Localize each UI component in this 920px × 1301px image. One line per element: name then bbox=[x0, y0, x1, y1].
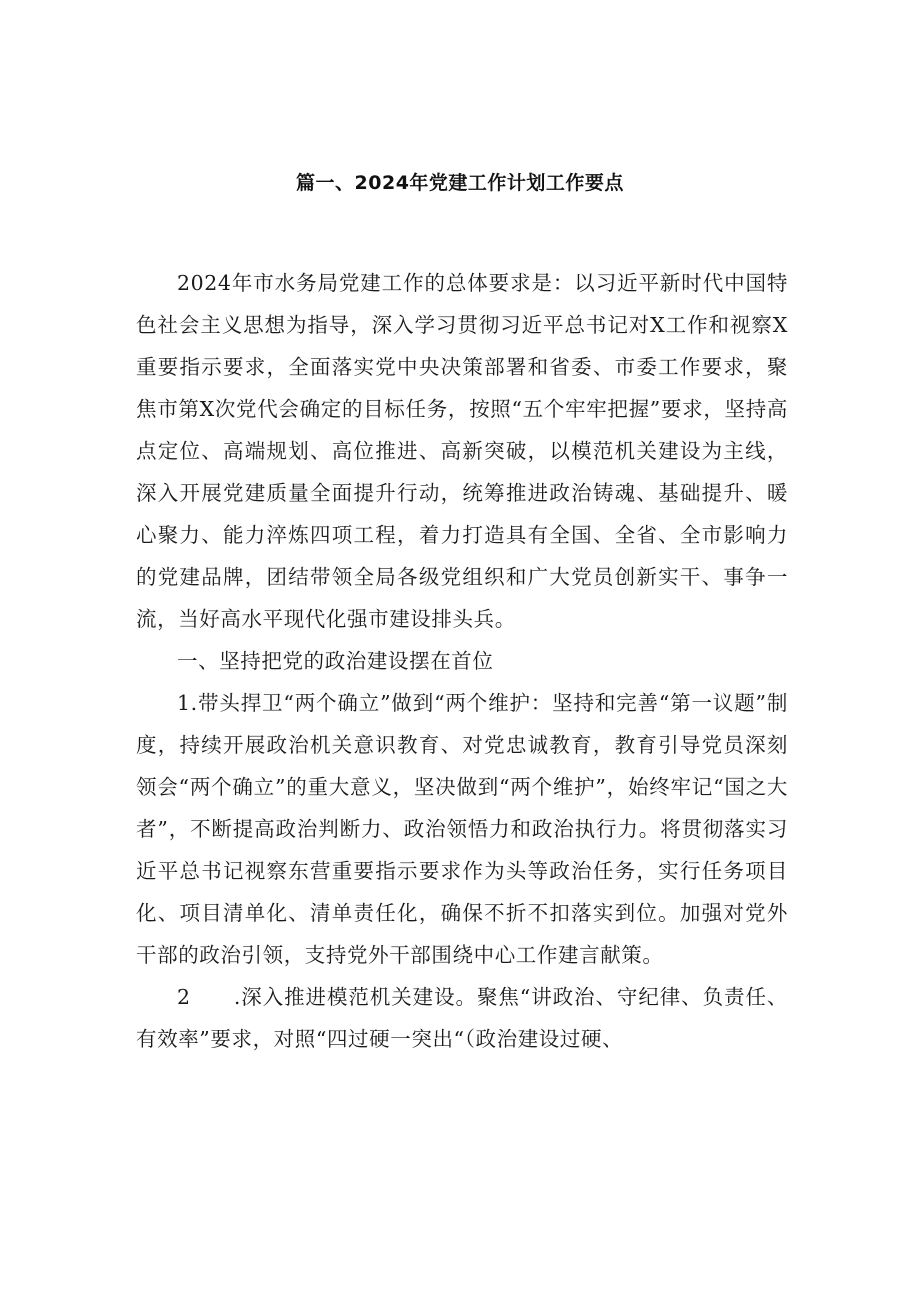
paragraph-item-2: 2 .深入推进模范机关建设。聚焦“讲政治、守纪律、负责任、有效率”要求，对照“四过硬一突出“（政治建设过硬、 bbox=[136, 985, 788, 1051]
document-title: 篇一、2024年党建工作计划工作要点 bbox=[296, 172, 624, 194]
section-heading-1: 一、坚持把党的政治建设摆在首位 bbox=[177, 649, 494, 673]
paragraph-item-1: 1.带头捍卫“两个确立”做到“两个维护：坚持和完善“第一议题”制度，持续开展政治机关意识教育、对党忠诚教育，教育引导党员深刻领会“两个确立”的重大意义，坚决做到“两个维护”，始终牢记“国之大者”，不断提高政治判断力、政治领悟力和政治执行力。将贯彻落实习近平总书记视察东营重要指示要求作为头等政治任务，实行任务项目化、项目清单化、清单责任化，确保不折不扣落实到位。加强对党外干部的政治引领，支持党外干部围绕中心工作建言献策。 bbox=[136, 691, 788, 967]
paragraph-intro: 2024年市水务局党建工作的总体要求是：以习近平新时代中国特色社会主义思想为指导，深入学习贯彻习近平总书记对X工作和视察X重要指示要求，全面落实党中央决策部署和省委、市委工作要求，聚焦市第X次党代会确定的目标任务，按照“五个牢牢把握”要求，坚持高点定位、高端规划、高位推进、高新突破，以模范机关建设为主线，深入开展党建质量全面提升行动，统筹推进政治铸魂、基础提升、暖心聚力、能力淬炼四项工程，着力打造具有全国、全省、全市影响力的党建品牌，团结带领全局各级党组织和广大党员创新实干、事争一流，当好高水平现代化强市建设排头兵。 bbox=[136, 271, 788, 631]
document-body bbox=[136, 262, 788, 1060]
